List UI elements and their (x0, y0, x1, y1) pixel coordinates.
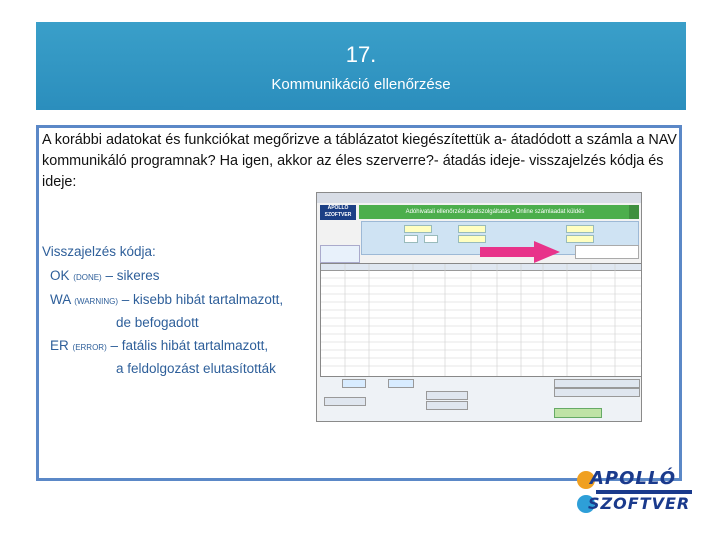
code-ok-label: OK (50, 268, 70, 283)
screenshot-side-panel (320, 245, 360, 263)
code-er-label: ER (50, 338, 69, 353)
code-er-tag: (ERROR) (72, 343, 107, 352)
code-er-continuation: a feldolgozást elutasították (116, 361, 276, 376)
slide-title: Kommunikáció ellenőrzése (271, 76, 451, 93)
screenshot-banner: Adóhivatali ellenőrzési adatszolgáltatás • Online számlaadat küldés (359, 205, 631, 219)
screenshot-button (554, 388, 640, 397)
screenshot-field (404, 225, 432, 233)
slide-header (36, 22, 686, 110)
logo-line1: APOLLÓ (590, 468, 677, 489)
screenshot-green-button (554, 408, 602, 418)
feedback-title: Visszajelzés kódja: (42, 244, 156, 259)
screenshot-close-icon (629, 205, 639, 219)
logo-line2: SZOFTVER (588, 494, 691, 513)
intro-text: A korábbi adatokat és funkciókat megőrizve a táblázatot kiegészítettük a- átadódott a számla a NAV kommunikáló programnak? Ha igen, akkor az éles szerverre?- átadás ideje- visszajelzés kódja és ideje: (42, 132, 677, 190)
code-wa-label: WA (50, 292, 71, 307)
code-er-desc: – fatális hibát tartalmazott, (110, 338, 269, 353)
screenshot-field (458, 225, 486, 233)
screenshot-button (342, 379, 366, 388)
screenshot-field (404, 235, 418, 243)
screenshot-field (566, 225, 594, 233)
screenshot-field (566, 235, 594, 243)
screenshot-button (554, 379, 640, 388)
code-ok (50, 268, 160, 283)
screenshot-button (388, 379, 414, 388)
apollo-logo (572, 466, 694, 518)
screenshot-grid (320, 263, 642, 377)
code-wa-desc: – kisebb hibát tartalmazott, (121, 292, 284, 307)
code-er (50, 338, 268, 353)
screenshot-bottom-panel (320, 377, 640, 421)
screenshot-button (426, 401, 468, 410)
slide-number: 17. (345, 42, 377, 67)
screenshot-grid-lines (321, 264, 641, 376)
screenshot-logo: APOLLÓ SZOFTVER (320, 205, 356, 220)
code-ok-desc: – sikeres (105, 268, 160, 283)
code-wa-tag: (WARNING) (74, 297, 118, 306)
screenshot-titlebar (317, 193, 641, 203)
screenshot-button (426, 391, 468, 400)
screenshot-field (424, 235, 438, 243)
screenshot-button (324, 397, 366, 406)
screenshot-arrow-icon (480, 241, 560, 263)
code-wa (50, 292, 283, 307)
code-wa-continuation: de befogadott (116, 315, 199, 330)
header-divider (36, 106, 184, 107)
embedded-screenshot (316, 192, 642, 422)
code-ok-tag: (DONE) (73, 273, 102, 282)
screenshot-status-panel (575, 245, 639, 259)
